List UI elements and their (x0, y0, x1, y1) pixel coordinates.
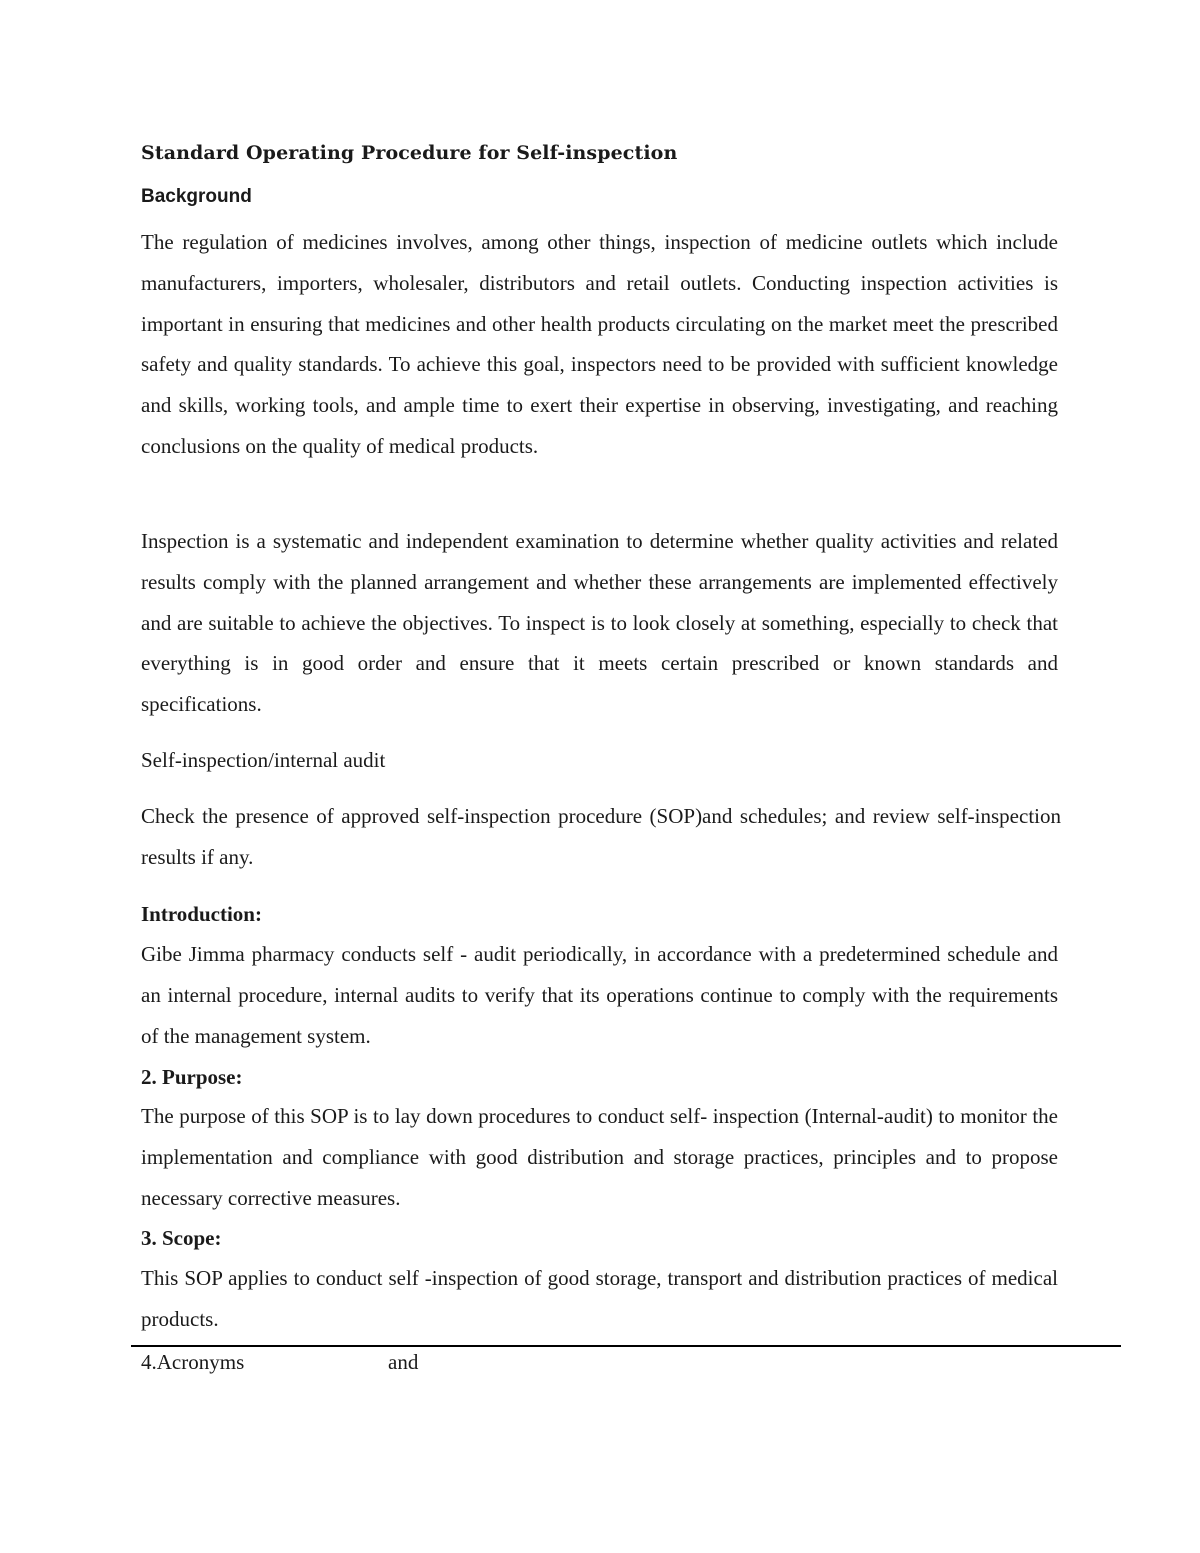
background-heading: Background (141, 186, 252, 207)
purpose-heading: 2. Purpose: (141, 1065, 243, 1089)
background-paragraph-2: Inspection is a systematic and independent examination to determine whether quality activities and related results comply with the planned arrangement and whether these arrangements are implemented effectively and are suitable to achieve the objectives. To inspect is to look closely at something, especially to check that everything is in good order and ensure that it meets certain prescribed or known standards and specifications. (141, 529, 1058, 717)
page-break-rule (131, 1345, 1121, 1347)
self-inspection-text: Check the presence of approved self-inspection procedure (SOP)and schedules; and review self-inspection results if any. (141, 804, 1061, 869)
introduction-heading: Introduction: (141, 902, 262, 926)
acronyms-label: 4.Acronyms (141, 1350, 245, 1374)
scope-text: This SOP applies to conduct self -inspection of good storage, transport and distribution practices of medical products. (141, 1266, 1058, 1331)
document-title: Standard Operating Procedure for Self-inspection (141, 142, 678, 164)
purpose-text: The purpose of this SOP is to lay down procedures to conduct self- inspection (Internal-audit) to monitor the implementation and compliance with good distribution and storage practices, principles and to propose necessary corrective measures. (141, 1104, 1058, 1210)
self-inspection-label: Self-inspection/internal audit (141, 748, 386, 772)
acronyms-and: and (388, 1350, 419, 1374)
scope-heading: 3. Scope: (141, 1226, 222, 1250)
background-paragraph-1: The regulation of medicines involves, among other things, inspection of medicine outlets which include manufacturers, importers, wholesaler, distributors and retail outlets. Conducting inspection activities is important in ensuring that medicines and other health products circulating on the market meet the prescribed safety and quality standards. To achieve this goal, inspectors need to be provided with sufficient knowledge and skills, working tools, and ample time to exert their expertise in observing, investigating, and reaching conclusions on the quality of medical products. (141, 230, 1058, 458)
introduction-text: Gibe Jimma pharmacy conducts self - audit periodically, in accordance with a predetermined schedule and an internal procedure, internal audits to verify that its operations continue to comply with the requirements of the management system. (141, 942, 1058, 1048)
